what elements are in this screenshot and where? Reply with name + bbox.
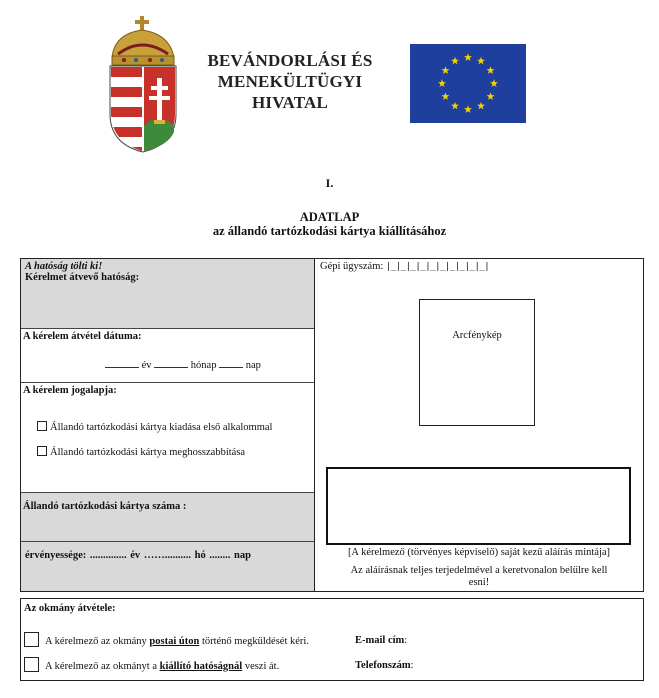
email-colon: :: [404, 635, 408, 646]
validity-cell: [21, 542, 314, 591]
receipt-date-cell: [21, 329, 314, 383]
card-number-label: Állandó tartózkodási kártya száma :: [23, 501, 187, 512]
email-field[interactable]: [355, 635, 407, 646]
agency-line-1: BEVÁNDORLÁSI ÉS: [207, 51, 373, 70]
case-number: [320, 261, 489, 272]
agency-line-2: MENEKÜLTÜGYI: [217, 72, 363, 91]
postal-text-post: történő megküldését kéri.: [201, 636, 309, 647]
signature-note: [315, 565, 643, 589]
signature-caption: [A kérelmező (törvényes képviselő) saját kezű aláírás mintája]: [347, 547, 611, 558]
option-postal[interactable]: [24, 632, 309, 647]
legal-basis-cell: [21, 383, 314, 493]
receipt-date-label: A kérelem átvétel dátuma:: [23, 331, 142, 342]
authority-note: A hatóság tölti ki!: [25, 261, 103, 272]
legal-basis-label: A kérelem jogalapja:: [23, 385, 117, 396]
first-issue-checkbox[interactable]: [37, 421, 47, 431]
receipt-date-fields: [105, 360, 261, 371]
case-number-label: Gépi ügyszám:: [320, 261, 384, 272]
card-number-cell: [21, 493, 314, 542]
date-year-label: év: [141, 360, 152, 371]
agency-name: [202, 50, 378, 113]
document-receipt-section: [20, 598, 644, 681]
option-in-person[interactable]: [24, 657, 279, 672]
form-title-sub: az állandó tartózkodási kártya kiállításához: [212, 224, 447, 238]
eu-flag-icon: [410, 44, 526, 123]
agency-line-3: HIVATAL: [251, 93, 329, 112]
extension-checkbox[interactable]: [37, 446, 47, 456]
validity-label: érvényessége:: [25, 550, 87, 561]
receiving-authority-label: Kérelmet átvevő hatóság:: [25, 272, 140, 283]
validity-line: [25, 550, 310, 561]
email-label: E-mail cím: [355, 635, 405, 646]
postal-checkbox[interactable]: [24, 632, 39, 647]
postal-text-pre: A kérelmező az okmány: [45, 636, 147, 647]
receipt-title: Az okmány átvétele:: [24, 603, 116, 614]
in-person-checkbox[interactable]: [24, 657, 39, 672]
signature-note-line-1: Az aláírásnak teljes terjedelmével a keretvonalon belülre kell: [350, 565, 608, 576]
applicant-section: [315, 259, 643, 591]
validity-year-dots[interactable]: ..............: [89, 550, 127, 561]
form-title: [0, 210, 659, 238]
in-person-text-post: veszi át.: [244, 661, 280, 672]
phone-colon: :: [410, 660, 414, 671]
in-person-text-pre: A kérelmező az okmányt a: [45, 661, 157, 672]
signature-note-line-2: esni!: [468, 577, 490, 588]
date-year-input[interactable]: [105, 367, 139, 368]
option-first-issue[interactable]: [37, 421, 272, 433]
form-title-main: ADATLAP: [299, 210, 360, 224]
date-month-input[interactable]: [154, 367, 188, 368]
phone-field[interactable]: [355, 660, 414, 671]
photo-label: Arcfénykép: [452, 330, 502, 341]
authority-section: [21, 259, 315, 591]
case-number-boxes[interactable]: |_|_|_|_|_|_|_|_|_|_|: [385, 262, 490, 272]
section-number: I.: [325, 176, 334, 190]
date-day-input[interactable]: [219, 367, 243, 368]
option-extension[interactable]: [37, 446, 245, 458]
application-form: [20, 258, 644, 592]
extension-label: Állandó tartózkodási kártya meghosszabbítása: [50, 447, 246, 458]
validity-day-dots[interactable]: ........: [209, 550, 231, 561]
validity-month-dots[interactable]: ……..........: [143, 550, 192, 561]
signature-box[interactable]: [326, 467, 631, 545]
validity-month-label: hó: [194, 550, 206, 561]
date-month-label: hónap: [190, 360, 217, 371]
first-issue-label: Állandó tartózkodási kártya kiadása első alkalommal: [50, 422, 273, 433]
postal-text-emph: postai úton: [149, 636, 200, 647]
receiving-authority-cell: [21, 259, 314, 329]
hungarian-coat-of-arms-icon: [104, 14, 182, 154]
photo-box[interactable]: [419, 299, 535, 426]
phone-label: Telefonszám: [355, 660, 411, 671]
date-day-label: nap: [245, 360, 261, 371]
validity-day-label: nap: [234, 550, 251, 561]
in-person-text-emph: kiállító hatóságnál: [159, 661, 243, 672]
validity-year-label: év: [130, 550, 141, 561]
